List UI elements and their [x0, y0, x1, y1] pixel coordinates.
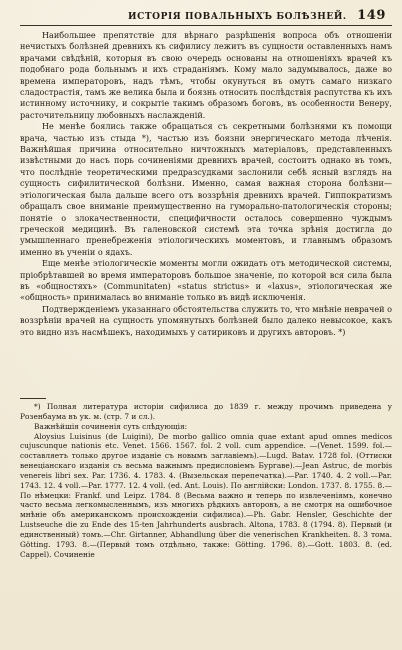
paragraph: Не менѣе боялись также обращаться съ секретными болѣзнями къ помощи врача, частью изъ стыда *), частью изъ боязни энергическаго метода лѣченія. Важнѣйшая причина относительно ничтожныхъ матеріаловъ, представленныхъ извѣстными до насъ порь сочиненіями древнихъ врачей, состоитъ однако въ томъ, что послѣдніе теоретическими предразсудками заслонили себѣ ясный взглядъ на сущность сифилитической болѣзни. Именно, самая важная сторона болѣзни—этіологическая была дальше всего отъ воззрѣнія древнихъ врачей. Гиппократизмъ обращалъ свое вниманіе преимущественно на гуморально-патологическія стороны; понятіе о злокачественности, специфичности осталось совершенно чуждымъ греческой медицинѣ. Въ галеновской системѣ эта точка зрѣнія достигла до умышленнаго пренебреженія этіологическихъ моментовъ, и главнымъ образомъ именно въ ученіи о ядахъ. — [20, 121, 392, 257]
paragraph: Наибольшее препятствіе для вѣрнаго разрѣшенія вопроса объ отношеніи нечистыхъ болѣзней древнихъ къ сифилису лежитъ въ сущности оставленныхъ намъ врачами свѣдѣній, которыя въ свою очередь основаны на отношеніяхъ врачей къ подобнаго рода больнымъ и ихъ страданіямъ. Кому мало задумывалось, даже во времена императоровъ, надъ тѣмъ, чтобы окунуться въ омутъ самаго низкаго сладострастія, тамъ же велика была и боязнь относить послѣдствія распутства къ ихъ истинному источнику, и сокрытіе такимъ образомъ боговъ, въ особенности Венеру, расточительницу любовныхъ наслажденій. — [20, 30, 392, 120]
footnote-separator — [20, 398, 46, 399]
header-rule — [20, 25, 392, 26]
running-title: ИСТОРІЯ ПОВАЛЬНЫХЪ БОЛѢЗНЕЙ. — [128, 12, 347, 22]
footnotes — [20, 402, 392, 560]
main-text — [20, 30, 392, 338]
page-header — [18, 8, 392, 26]
page-number: 149 — [357, 8, 386, 23]
footnote-paragraph: *) Полная литература исторіи сифилиса до 1839 г. между прочимъ приведена у Розенбаума въ ук. м. (стр. 7 и сл.). — [20, 402, 392, 421]
footnote-paragraph: Важнѣйшія сочиненія суть слѣдующія: — [34, 421, 188, 431]
paragraph: Еще менѣе этіологическіе моменты могли ожидать отъ методической системы, пріобрѣтавшей во время императоровъ большое значеніе, по которой вся сила была въ «общностяхъ» (Communitaten) «status strictus» и «laxus», этіологическая же «общность» принималась во вниманіе только въ видѣ исключенія. — [20, 258, 392, 303]
paragraph: Подтвержденіемъ указаннаго обстоятельства служить то, что мнѣніе неврачей о воззрѣніи врачей на сущность упомянутыхъ болѣзней было далеко невысокое, какъ это видно изъ насмѣшекъ, находимыхъ у сатириковъ и другихъ авторовъ. *) — [20, 303, 392, 337]
footnote-paragraph: Aloysius Luisinus (de Luiginі), De morbo gallico omnia quae extant apud omnes medicos cujuscunque nationis etc. Venet. 1566. 1567. fol. 2 voll. cum appendice. —(Venet. 1599. fol.—составляетъ только другое изданіе съ новымъ заглавіемъ).—Lugd. Batav. 1728 fol. (Оттиски венеціанскаго изданія съ весьма важнымъ предисловіемъ Бургаве).—Jean Astruc, de morbis venereis libri sex. Par. 1736. 4. 1783. 4. (Вызельская перепечатка).—Par. 1740. 4. 2 voll.—Par. 1743. 12. 4 voll.—Par. 1777. 12. 4 voll. (ed. Ant. Louis). По англійски: London. 1737. 8. 1755. 8.—По нѣмецки: Frankf. und Leipz. 1784. 8 (Весьма важно и теперь по извлеченіямъ, конечно часто весьма легкомысленнымъ, изъ многихъ рѣдкихъ авторовъ, а не смотря на ошибочное мнѣніе объ американскомъ происхожденіи сифилиса).—Ph. Gabr. Hensler, Geschichte der Lustseuche die zu Ende des 15-ten Jahrhunderts ausbrach. Altona, 1783. 8 (1794. 8). Первый (и единственный) томъ.—Chr. Girtanner, Abhandlung über die venerischen Krankheiten. 8. 3 тома. Götting. 1793. 8.—(Первый томъ отдѣльно, также: Götting. 1796. 8).—Gott. 1803. 8. (ed. Cappel). Сочиненіе — [20, 431, 392, 559]
